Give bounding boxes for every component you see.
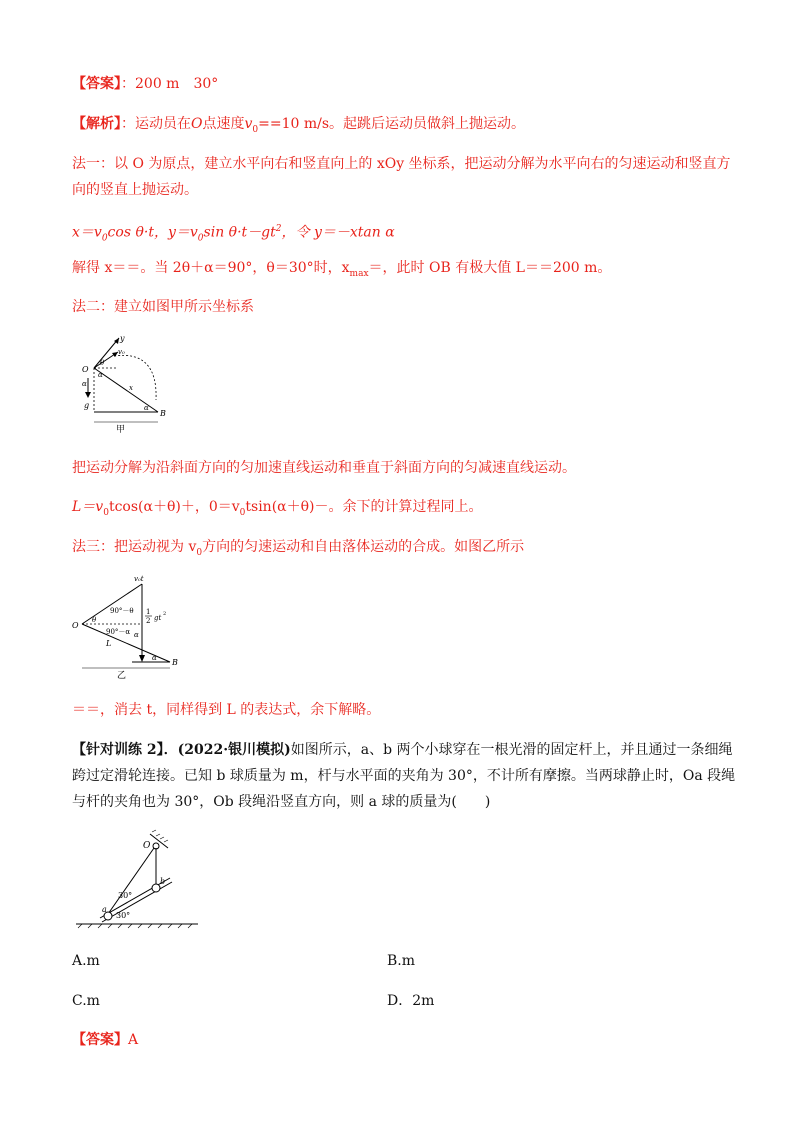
m2-eq-c: tsin(α＋θ)－。余下的计算过程同上。 [245,499,483,515]
m3-title-a: 法三：把运动视为 v [72,539,197,555]
svg-text:90°－α: 90°－α [106,628,131,636]
m3-title-b: 方向的匀速运动和自由落体运动的合成。如图乙所示 [202,539,525,555]
eq-rest: ，令 y＝－xtan α [281,224,395,241]
method3-conclusion: ＝＝，消去 t，同样得到 L 的表达式，余下解略。 [72,702,381,718]
analysis-label: 【解析】 [72,116,121,132]
svg-text:b: b [160,877,166,886]
svg-text:2: 2 [146,617,151,625]
svg-text:2: 2 [163,611,167,617]
analysis-text-c: ==10 m/s。起跳后运动员做斜上抛运动。 [258,116,526,132]
method1-equations: $x=v_0\cos$ θ·t，$y=v_0\sin$ $\theta\cdot t-gt^2$，令 y＝－xtan α [72,224,395,244]
question2-line2: 跨过定滑轮连接。已知 b 球质量为 m，杆与水平面的夹角为 30°，不计所有摩擦。当两球静止时，Oa 段绳 [72,768,736,784]
analysis-line [72,114,732,141]
method3-title: 法三：把运动视为 $v_0$方向的匀速运动和自由落体运动的合成。如图乙所示 [72,539,525,558]
eq-y-tail: sin θ·t－gt [203,224,276,241]
svg-text:y: y [120,334,125,343]
answer-label: 【答案】 [72,76,121,92]
svg-text:θ: θ [92,616,97,624]
eq-x-tail: cos θ·t， [107,224,168,241]
svg-text:θ: θ [100,359,105,367]
svg-text:90°－θ: 90°－θ [110,607,134,615]
solve-a: 解得 x＝＝。当 2θ＋α＝90°，θ＝30°时，x [72,260,350,276]
eq-sup: 2 [275,224,282,234]
svg-text:B: B [160,409,166,418]
svg-text:α: α [82,380,87,388]
option-d[interactable]: D．2m [387,993,435,1009]
question2-source: ．(2022·银川模拟) [163,742,291,758]
option-c[interactable]: C.m [72,993,100,1009]
option-a[interactable]: A.m [72,953,100,969]
svg-text:30°: 30° [116,911,131,920]
analysis-v0-sub: 0 [252,124,259,135]
option-b[interactable]: B.m [387,953,416,969]
answer2-label: 【答案】 [72,1032,128,1048]
method2-title: 法二：建立如图甲所示坐标系 [72,299,254,315]
figure-question2 [72,826,202,930]
svg-text:g: g [84,401,90,410]
answer-value: ：200 m 30° [121,76,219,92]
analysis-o: O [191,116,203,132]
question2-line3: 与杆的夹角也为 30°，Ob 段绳沿竖直方向，则 a 球的质量为( ) [72,794,491,810]
figure-jia [74,330,184,438]
analysis-v0: v [244,116,253,132]
svg-text:α: α [134,631,139,639]
svg-text:α: α [98,371,103,379]
svg-text:v₀: v₀ [118,348,125,356]
eq-y: y＝v [167,224,198,241]
svg-text:O: O [72,621,79,630]
figure-yi-caption: 乙 [117,671,127,681]
figure-jia-caption: 甲 [116,425,126,435]
figure-yi [72,570,192,680]
svg-text:O: O [143,841,151,851]
svg-text:gt: gt [154,614,162,622]
method1-line1: 法一：以 O 为原点，建立水平向右和竖直向上的 xOy 坐标系，把运动分解为水平向右的匀速运动和竖直方 [72,156,731,172]
solve-b: ＝，此时 OB 有极大值 L＝＝200 m。 [368,260,612,276]
answer-line-2 [72,1030,732,1051]
solve-sub: max [349,268,369,279]
svg-text:O: O [82,365,89,374]
answer2-value: A [128,1032,139,1048]
svg-text:1: 1 [146,608,151,616]
method2-eq: $L=v_0tcos(\alpha+\theta)+$，$0=v_0tsin(\alpha+\theta)-$。余下的计算过程同上。 [72,499,483,518]
method1-solve [72,258,732,285]
svg-text:x: x [129,384,133,392]
svg-text:α: α [152,654,157,662]
analysis-text-a: ：运动员在 [121,116,191,132]
svg-text:B: B [172,658,178,667]
eq-x: x＝v [72,224,102,241]
method2-desc: 把运动分解为沿斜面方向的匀加速直线运动和垂直于斜面方向的匀减速直线运动。 [72,460,576,476]
svg-text:a: a [102,905,107,914]
svg-text:30°: 30° [118,891,133,900]
method1-line2: 向的竖直上抛运动。 [72,182,198,198]
m2-eq-b: tcos(α＋θ)＋，0＝v [108,499,240,515]
analysis-text-b: 点速度 [202,116,245,132]
question2-tag: 【针对训练 2】 [72,742,164,758]
m2-eq-a: L＝v [72,499,104,515]
question2-text1: 如图所示，a、b 两个小球穿在一根光滑的固定杆上，并且通过一条细绳 [290,742,733,758]
svg-text:α: α [144,404,149,412]
answer-line-1 [72,74,732,95]
svg-text:L: L [106,639,112,648]
svg-text:v₀t: v₀t [134,575,144,583]
question2-line1 [72,740,732,761]
